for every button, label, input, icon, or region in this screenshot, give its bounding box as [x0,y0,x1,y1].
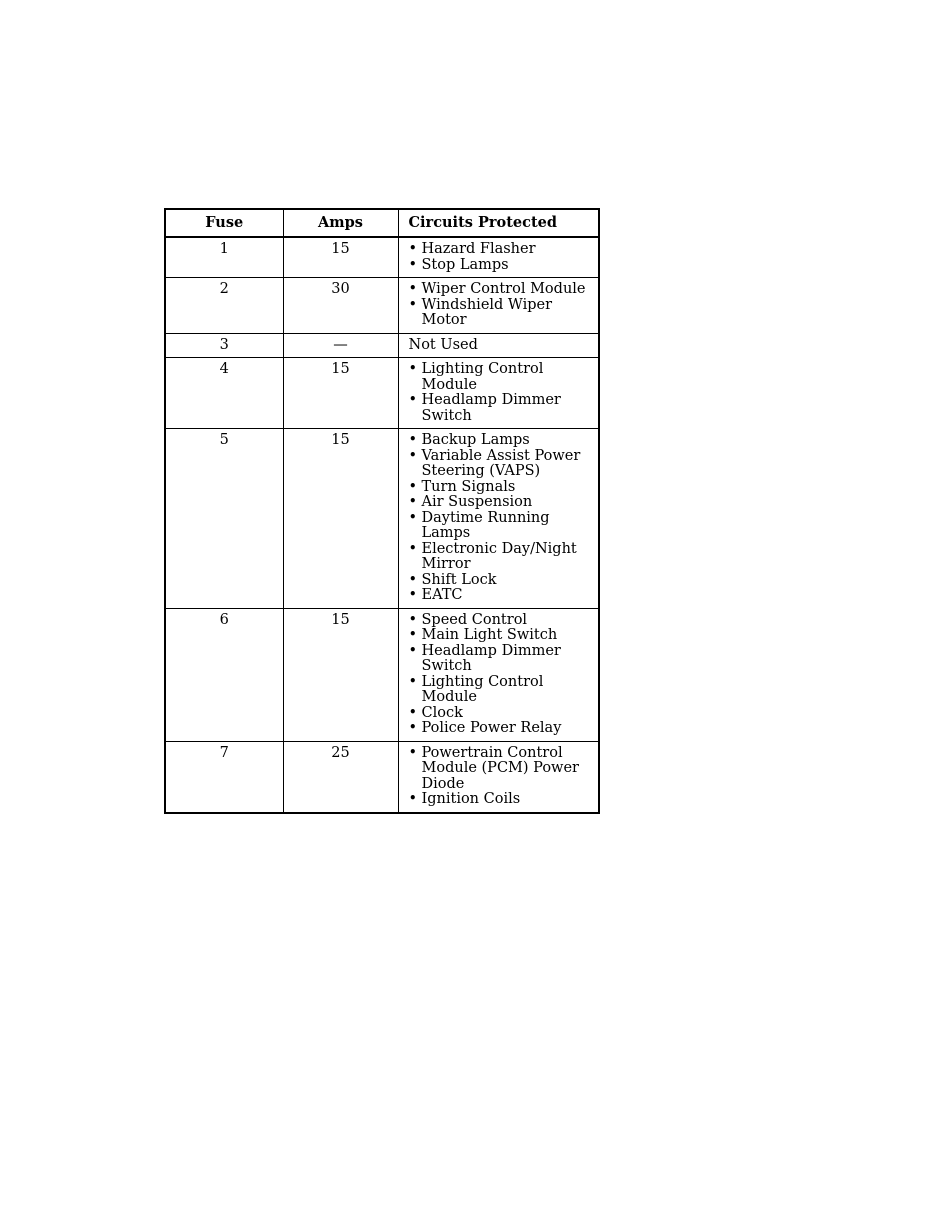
amps-cell: 15 [283,237,398,278]
circuit-list [409,282,597,329]
circuit-item: • Turn Signals [409,480,597,496]
circuits-cell [398,429,599,609]
amps-cell: 30 [283,278,398,334]
circuits-cell [398,237,599,278]
circuit-item: • Police Power Relay [409,721,597,737]
amps-cell: — [283,333,398,358]
circuit-item: • Stop Lamps [409,258,597,274]
circuits-cell [398,608,599,741]
circuit-item: • Air Suspension [409,495,597,511]
circuit-item: • EATC [409,588,597,604]
fuse-table [164,208,600,814]
circuit-item: • Lighting Control Module [409,362,597,393]
circuits-cell [398,741,599,813]
table-row [165,333,599,358]
table-body [165,237,599,813]
circuit-list [409,362,597,424]
circuit-item: • Hazard Flasher [409,242,597,258]
circuit-item: • Powertrain Control Module (PCM) Power Diode [409,746,597,793]
circuit-note: Not Used [408,336,478,353]
table-row [165,608,599,741]
header-fuse: Fuse [165,209,283,237]
table-header [165,209,599,237]
circuit-item: • Electronic Day/Night Mirror [409,542,597,573]
table-row [165,278,599,334]
circuit-item: • Headlamp Dimmer Switch [409,393,597,424]
circuit-list [409,242,597,273]
header-circuits-protected: Circuits Protected [398,209,599,237]
table-row [165,358,599,429]
circuit-item: • Daytime Running Lamps [409,511,597,542]
circuit-list [409,746,597,808]
circuit-list [409,433,597,604]
table-row [165,237,599,278]
circuit-item: • Shift Lock [409,573,597,589]
fuse-number-cell: 6 [165,608,283,741]
circuit-item: • Speed Control [409,613,597,629]
circuit-item: • Ignition Coils [409,792,597,808]
circuit-item: • Clock [409,706,597,722]
table-row [165,741,599,813]
circuit-item: • Headlamp Dimmer Switch [409,644,597,675]
circuit-item: • Variable Assist Power Steering (VAPS) [409,449,597,480]
circuits-cell [398,333,599,358]
circuit-list [409,613,597,737]
fuse-number-cell: 7 [165,741,283,813]
circuit-item: • Windshield Wiper Motor [409,298,597,329]
fuse-number-cell: 3 [165,333,283,358]
circuit-item: • Main Light Switch [409,628,597,644]
amps-cell: 15 [283,429,398,609]
circuits-cell [398,278,599,334]
fuse-number-cell: 1 [165,237,283,278]
circuit-item: • Wiper Control Module [409,282,597,298]
amps-cell: 25 [283,741,398,813]
fuse-number-cell: 2 [165,278,283,334]
amps-cell: 15 [283,608,398,741]
header-amps: Amps [283,209,398,237]
fuse-number-cell: 5 [165,429,283,609]
fuse-number-cell: 4 [165,358,283,429]
header-row [165,209,599,237]
amps-cell: 15 [283,358,398,429]
circuit-item: • Backup Lamps [409,433,597,449]
circuits-cell [398,358,599,429]
table-row [165,429,599,609]
circuit-item: • Lighting Control Module [409,675,597,706]
